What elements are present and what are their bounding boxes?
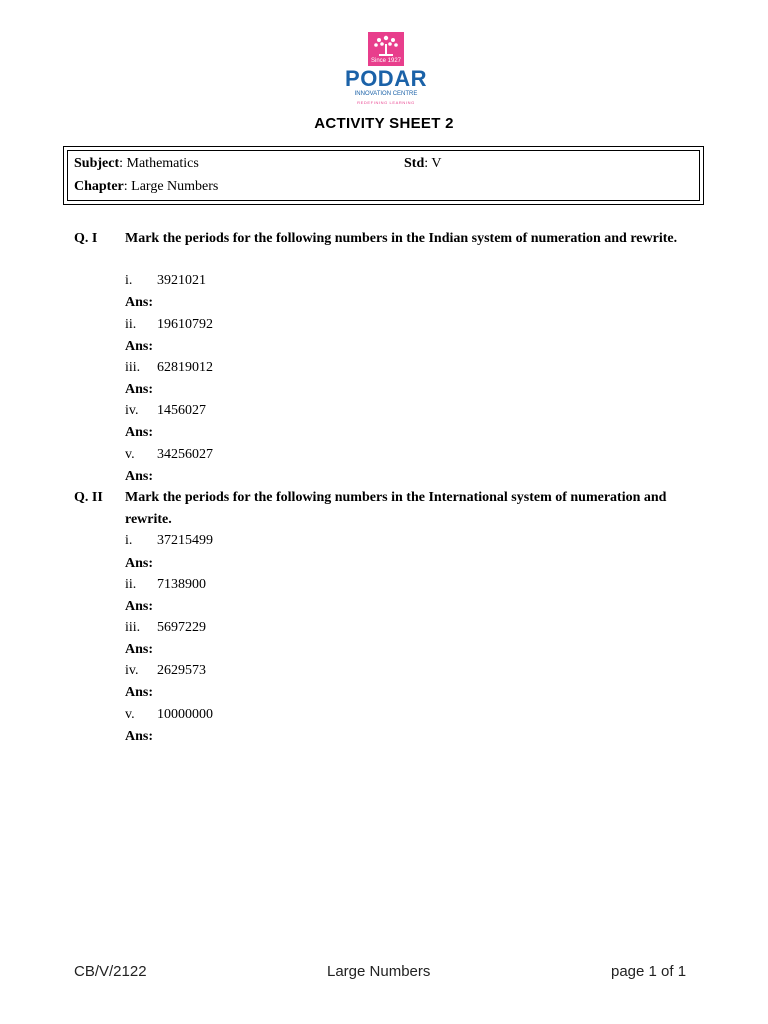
item-number: iii. xyxy=(125,360,141,375)
item-number: i. xyxy=(125,533,133,548)
item-number: iv. xyxy=(125,403,139,418)
footer-page: page 1 of 1 xyxy=(611,963,687,980)
answer-label: Ans: xyxy=(125,685,154,700)
question-number: Q. II xyxy=(74,490,103,505)
answer-label: Ans: xyxy=(125,469,154,484)
logo-tagline: REDEFINING LEARNING xyxy=(357,100,415,105)
question-number: Q. I xyxy=(74,231,98,246)
answer-label: Ans: xyxy=(125,599,154,614)
answer-label: Ans: xyxy=(125,729,154,744)
item-value: 10000000 xyxy=(157,707,213,722)
item-value: 62819012 xyxy=(157,360,213,375)
answer-label: Ans: xyxy=(125,295,154,310)
podar-logo xyxy=(338,30,434,112)
chapter-label: Chapter xyxy=(74,179,124,194)
answer-label: Ans: xyxy=(125,642,154,657)
item-number: iv. xyxy=(125,663,139,678)
answer-label: Ans: xyxy=(125,556,154,571)
question-text: Mark the periods for the following numbers in the Indian system of numeration and rewrite. xyxy=(125,231,678,246)
item-value: 37215499 xyxy=(157,533,213,548)
answer-label: Ans: xyxy=(125,339,154,354)
answer-label: Ans: xyxy=(125,382,154,397)
logo-subtitle: INNOVATION CENTRE xyxy=(354,91,418,97)
logo-since: Since 1927 xyxy=(370,58,402,64)
item-number: iii. xyxy=(125,620,141,635)
item-value: 7138900 xyxy=(157,577,206,592)
logo-name: PODAR xyxy=(345,66,427,91)
item-number: v. xyxy=(125,707,135,722)
chapter-row xyxy=(74,179,218,195)
subject-label: Subject xyxy=(74,156,120,171)
question-text: Mark the periods for the following numbers in the International system of numeration and rewrite. xyxy=(125,490,667,527)
footer-title: Large Numbers xyxy=(327,963,431,980)
std-row xyxy=(404,156,441,172)
subject-row xyxy=(74,156,199,172)
std-value: : V xyxy=(424,156,442,171)
item-value: 1456027 xyxy=(157,403,206,418)
page-title: ACTIVITY SHEET 2 xyxy=(314,115,454,132)
item-number: v. xyxy=(125,447,135,462)
item-value: 34256027 xyxy=(157,447,213,462)
answer-label: Ans: xyxy=(125,425,154,440)
subject-value: : Mathematics xyxy=(119,156,199,171)
item-number: ii. xyxy=(125,317,137,332)
item-value: 2629573 xyxy=(157,663,206,678)
info-box xyxy=(63,146,704,205)
item-number: i. xyxy=(125,273,133,288)
chapter-value: : Large Numbers xyxy=(123,179,219,194)
footer-code: CB/V/2122 xyxy=(74,963,147,980)
item-number: ii. xyxy=(125,577,137,592)
item-value: 19610792 xyxy=(157,317,213,332)
item-value: 5697229 xyxy=(157,620,206,635)
std-label: Std xyxy=(404,156,425,171)
item-value: 3921021 xyxy=(157,273,206,288)
